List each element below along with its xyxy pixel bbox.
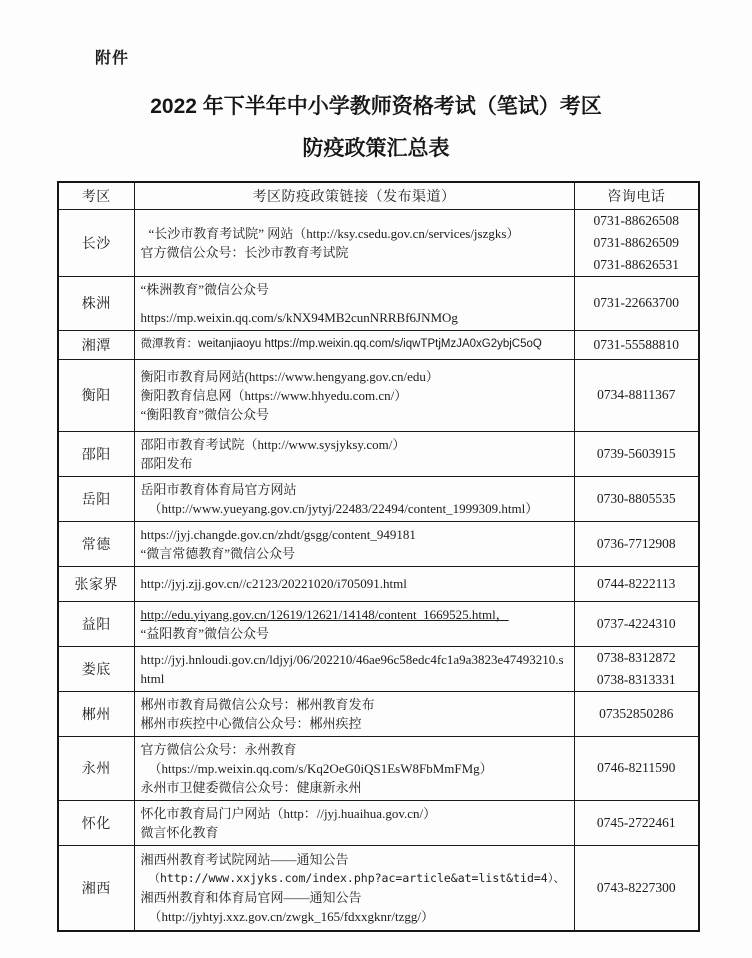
policy-line: 湘西州教育考试院网站——通知公告 (140, 851, 349, 867)
table-row (58, 691, 699, 736)
policy-line: “衡阳教育”微信公众号 (140, 406, 270, 422)
policy-table (57, 181, 700, 932)
table-row (58, 209, 699, 276)
policy-line: http://jyj.zjj.gov.cn//c2123/20221020/i705091.html (140, 576, 407, 591)
policy-line: 郴州市教育局微信公众号：郴州教育发布 (140, 696, 375, 712)
phone-number: 0731-88626531 (593, 256, 679, 272)
policy-links-cell (134, 330, 574, 359)
phone-number: 0731-88626509 (593, 234, 679, 250)
policy-line: http://jyj.hnloudi.gov.cn/ldjyj/06/202210/46ae96c58edc4fc1a9a3823e47493210.shtml (140, 651, 564, 686)
policy-line: “微言常德教育”微信公众号 (140, 545, 296, 561)
table-row (58, 431, 699, 476)
document-title (0, 86, 752, 170)
policy-line: https://mp.weixin.qq.com/s/kNX94MB2cunNRRBf6JNMOg (140, 309, 458, 325)
phone-number: 0738-8312872 (596, 649, 676, 665)
policy-line: 岳阳市教育体育局官方网站 (140, 481, 297, 497)
policy-line: 衡阳教育信息网（https://www.hhyedu.com.cn/） (140, 387, 408, 403)
policy-links-cell (134, 736, 574, 800)
phone-number: 0731-88626508 (593, 212, 679, 228)
region-cell: 益阳 (58, 601, 134, 646)
policy-line: 微言怀化教育 (140, 824, 219, 840)
policy-links-cell (134, 601, 574, 646)
phone-number: 0738-8313331 (596, 671, 676, 687)
phone-cell (574, 359, 699, 431)
phone-cell (574, 276, 699, 330)
policy-line: “株洲教育”微信公众号 (140, 281, 270, 297)
table-row (58, 566, 699, 601)
policy-line: http://edu.yiyang.gov.cn/12619/12621/14148/content_1669525.html， (140, 606, 509, 622)
table-row (58, 646, 699, 691)
phone-number: 0731-55588810 (593, 336, 679, 352)
phone-cell (574, 476, 699, 521)
region-cell: 邵阳 (58, 431, 134, 476)
region-cell: 张家界 (58, 566, 134, 601)
phone-cell (574, 691, 699, 736)
policy-line: 邵阳市教育考试院（http://www.sysjyksy.com/） (140, 436, 406, 452)
region-cell: 长沙 (58, 209, 134, 276)
phone-number: 0744-8222113 (597, 575, 676, 591)
policy-links-cell (134, 431, 574, 476)
phone-number: 0739-5603915 (596, 445, 676, 461)
policy-line: 湘西州教育和体育局官网——通知公告 (140, 889, 362, 905)
region-cell: 湘潭 (58, 330, 134, 359)
phone-number: 0731-22663700 (593, 295, 679, 310)
policy-line: （http://www.yueyang.gov.cn/jytyj/22483/22494/content_1999309.html） (148, 500, 539, 516)
phone-cell (574, 646, 699, 691)
policy-line: https://jyj.changde.gov.cn/zhdt/gsgg/content_949181 (140, 526, 416, 542)
phone-number: 0730-8805535 (596, 490, 676, 506)
phone-number: 0736-7712908 (596, 535, 676, 551)
policy-links-cell (134, 691, 574, 736)
region-cell: 湘西 (58, 845, 134, 931)
phone-number: 0734-8811367 (597, 387, 676, 402)
policy-line: 官方微信公众号：长沙市教育考试院 (140, 244, 349, 260)
policy-links-cell (134, 209, 574, 276)
phone-number: 07352850286 (599, 705, 674, 721)
phone-number: 0745-2722461 (596, 814, 676, 830)
header-region: 考区 (58, 182, 134, 209)
table-row (58, 476, 699, 521)
policy-links-cell (134, 800, 574, 845)
phone-cell (574, 330, 699, 359)
policy-links-cell (134, 476, 574, 521)
policy-line: 怀化市教育局门户网站（http：//jyj.huaihua.gov.cn/） (140, 805, 437, 821)
policy-line: 微潭教育：weitanjiaoyu https://mp.weixin.qq.com/s/iqwTPtjMzJA0xG2ybjC5oQ (140, 338, 542, 350)
phone-cell (574, 431, 699, 476)
header-phone: 咨询电话 (574, 182, 699, 209)
policy-line: （https://mp.weixin.qq.com/s/Kq2OeG0iQS1EsW8FbMmFMg） (148, 760, 493, 776)
policy-links-cell (134, 359, 574, 431)
policy-line: 郴州市疾控中心微信公众号：郴州疾控 (140, 715, 362, 731)
region-cell: 永州 (58, 736, 134, 800)
phone-number: 0743-8227300 (596, 879, 676, 895)
policy-line: （http://www.xxjyks.com/index.php?ac=article&at=list&tid=4）、 (148, 870, 565, 885)
policy-table-body (58, 209, 699, 931)
table-row (58, 800, 699, 845)
policy-line: “长沙市教育考试院” 网站（http://ksy.csedu.gov.cn/services/jszgks） (148, 225, 520, 241)
policy-line: 邵阳发布 (140, 455, 193, 471)
policy-links-cell (134, 646, 574, 691)
table-row (58, 845, 699, 931)
region-cell: 常德 (58, 521, 134, 566)
region-cell: 株洲 (58, 276, 134, 330)
phone-cell (574, 736, 699, 800)
table-row (58, 276, 699, 330)
header-policy-links: 考区防疫政策链接（发布渠道） (134, 182, 574, 209)
phone-cell (574, 845, 699, 931)
policy-line: （http://jyhtyj.xxz.gov.cn/zwgk_165/fdxxgknr/tzgg/） (148, 908, 434, 924)
policy-links-cell (134, 845, 574, 931)
policy-line: “益阳教育”微信公众号 (140, 625, 270, 641)
phone-cell (574, 601, 699, 646)
phone-cell (574, 521, 699, 566)
phone-number: 0737-4224310 (596, 615, 676, 631)
region-cell: 怀化 (58, 800, 134, 845)
policy-links-cell (134, 276, 574, 330)
policy-links-cell (134, 521, 574, 566)
table-row (58, 736, 699, 800)
table-row (58, 359, 699, 431)
table-row (58, 601, 699, 646)
policy-line: 官方微信公众号：永州教育 (140, 741, 297, 757)
region-cell: 衡阳 (58, 359, 134, 431)
region-cell: 娄底 (58, 646, 134, 691)
attachment-label: 附件 (95, 50, 130, 67)
table-row (58, 330, 699, 359)
policy-line: 衡阳市教育局网站(https://www.hengyang.gov.cn/edu） (140, 368, 439, 384)
document-title-line1: 2022 年下半年中小学教师资格考试（笔试）考区 (150, 95, 602, 118)
policy-line: 永州市卫健委微信公众号：健康新永州 (140, 779, 362, 795)
phone-cell (574, 209, 699, 276)
phone-cell (574, 800, 699, 845)
table-header-row (58, 182, 699, 209)
region-cell: 岳阳 (58, 476, 134, 521)
document-title-line2: 防疫政策汇总表 (302, 137, 450, 160)
phone-cell (574, 566, 699, 601)
phone-number: 0746-8211590 (597, 760, 676, 775)
table-row (58, 521, 699, 566)
region-cell: 郴州 (58, 691, 134, 736)
policy-links-cell (134, 566, 574, 601)
